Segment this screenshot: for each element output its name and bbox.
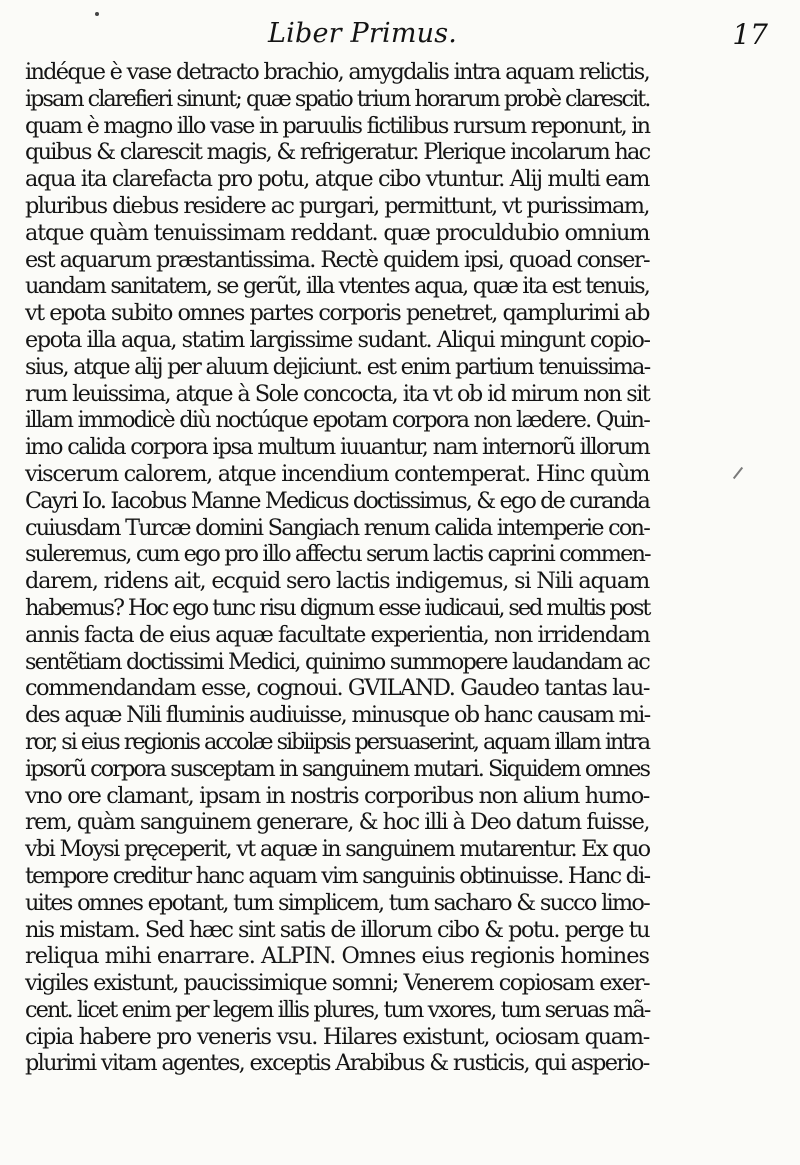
text-line: annis facta de eius aquæ facultate experientia, non irridendam: [25, 621, 650, 648]
text-line: cent. licet enim per legem illis plures, tum vxores, tum seruas mã-: [25, 996, 650, 1023]
text-line: illam immodicè diù noctúque epotam corpora non lædere. Quin-: [25, 407, 649, 434]
text-line: sentẽtiam doctissimi Medici, quinimo summopere laudandam ac: [25, 648, 649, 675]
margin-pen-mark: [733, 467, 743, 479]
text-line: vt epota subito omnes partes corporis penetret, qamplurimi ab: [25, 300, 649, 327]
text-line: nis mistam. Sed hæc sint satis de illorum cibo & potu. perge tu: [25, 916, 649, 943]
text-line: ipsorũ corpora susceptam in sanguinem mutari. Siquidem omnes: [25, 755, 649, 782]
text-line: vbi Moysi pręceperit, vt aquæ in sanguinem mutarentur. Ex quo: [25, 836, 650, 863]
page-header: [0, 14, 800, 54]
text-line: epota illa aqua, statim largissime sudant. Aliqui mingunt copio-: [25, 326, 650, 353]
text-line: sius, atque alij per aluum dejiciunt. est enim partium tenuissima-: [25, 353, 650, 380]
running-head: Liber Primus.: [268, 18, 458, 49]
text-line: des aquæ Nili fluminis audiuisse, minusque ob hanc causam mi-: [25, 702, 650, 729]
text-line: suleremus, cum ego pro illo affectu serum lactis caprini commen-: [25, 541, 650, 568]
text-line: Cayri Io. Iacobus Manne Medicus doctissimus, & ego de curanda: [25, 487, 649, 514]
text-line: aqua ita clarefacta pro potu, atque cibo vtuntur. Alij multi eam: [25, 166, 649, 193]
text-line: est aquarum præstantissima. Rectè quidem ipsi, quoad conser-: [25, 246, 649, 273]
text-line: quibus & clarescit magis, & refrigeratur. Plerique incolarum hac: [25, 139, 650, 166]
body-text: [25, 59, 649, 1077]
text-line: atque quàm tenuissimam reddant. quæ proculdubio omnium: [25, 219, 650, 246]
text-line: ror, si eius regionis accolæ sibiipsis persuaserint, aquam illam intra: [25, 728, 649, 755]
text-line: rum leuissima, atque à Sole concocta, ita vt ob id mirum non sit: [25, 380, 650, 407]
text-line: vno ore clamant, ipsam in nostris corporibus non alium humo-: [25, 782, 649, 809]
text-line: indéque è vase detracto brachio, amygdalis intra aquam relictis,: [25, 59, 649, 85]
text-line: habemus? Hoc ego tunc risu dignum esse iudicaui, sed multis post: [25, 594, 650, 621]
text-line: ipsam clarefieri sinunt; quæ spatio trium horarum probè clarescit.: [25, 85, 650, 112]
text-line: cipia habere pro veneris vsu. Hilares existunt, ociosam quam-: [25, 1023, 649, 1050]
text-line: quam è magno illo vase in paruulis fictilibus rursum reponunt, in: [25, 112, 650, 139]
text-line: tempore creditur hanc aquam vim sanguinis obtinuisse. Hanc di-: [25, 862, 650, 889]
text-line: reliqua mihi enarrare. ALPIN. Omnes eius regionis homines: [25, 943, 649, 970]
text-line: viscerum calorem, atque incendium contemperat. Hinc quùm: [25, 460, 650, 487]
text-line: cuiusdam Turcæ domini Sangiach renum calida intemperie con-: [25, 514, 649, 541]
text-line: vigiles existunt, paucissimique somni; Venerem copiosam exer-: [25, 970, 649, 997]
text-line: pluribus diebus residere ac purgari, permittunt, vt purissimam,: [25, 192, 649, 219]
text-line: darem, ridens ait, ecquid sero lactis indigemus, si Nili aquam: [25, 568, 650, 595]
text-line: rem, quàm sanguinem generare, & hoc illi à Deo datum fuisse,: [25, 809, 649, 836]
text-line: plurimi vitam agentes, exceptis Arabibus & rusticis, qui asperio-: [25, 1050, 649, 1077]
text-line: imo calida corpora ipsa multum iuuantur, nam internorũ illorum: [25, 434, 649, 461]
text-line: uandam sanitatem, se gerũt, illa vtentes aqua, quæ ita est tenuis,: [25, 273, 649, 300]
text-line: uites omnes epotant, tum simplicem, tum sacharo & succo limo-: [25, 889, 649, 916]
page-number: 17: [732, 18, 768, 51]
text-line: commendandam esse, cognoui. GVILAND. Gaudeo tantas lau-: [25, 675, 650, 702]
